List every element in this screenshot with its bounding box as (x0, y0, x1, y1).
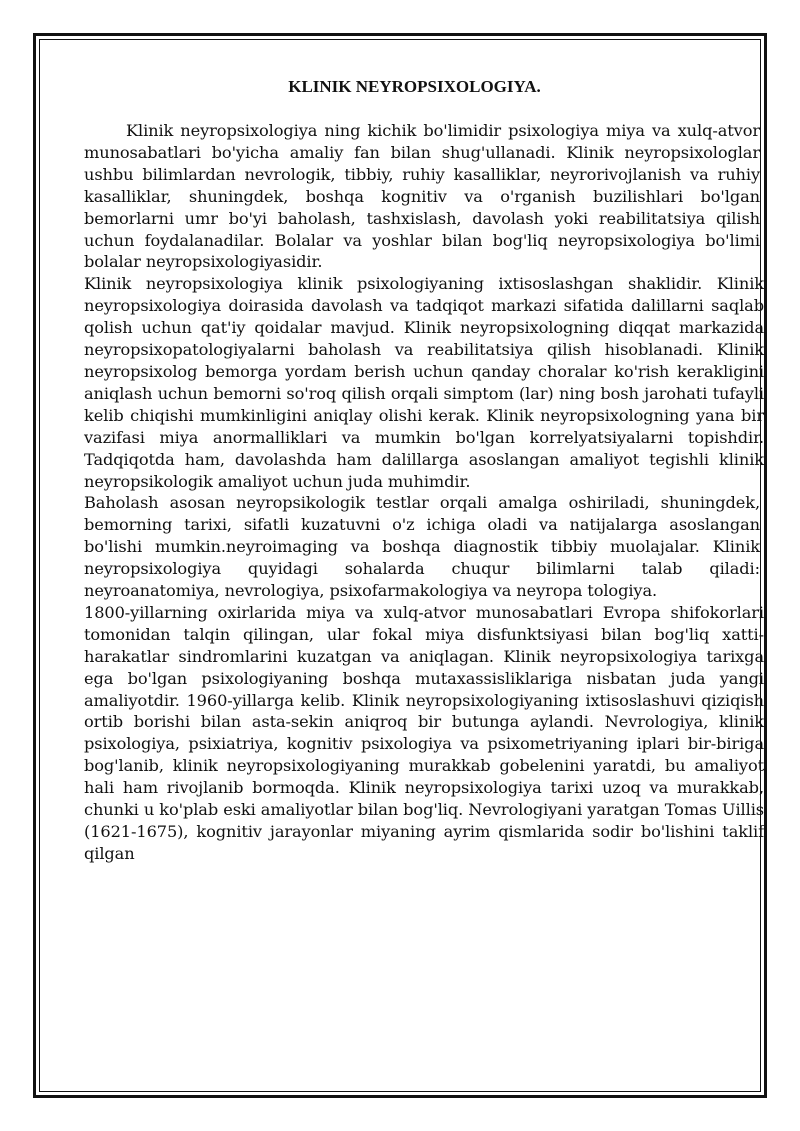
paragraph-intro: Klinik neyropsixologiya ning kichik bo'limidir psixologiya miya va xulq-atvor munosabatlari bo'yicha amaliy fan bilan shug'ullanadi. Klinik neyropsixologlar ushbu bilimlardan nevrologik, tibbiy, ruhiy kasalliklar, neyrorivojlanish va ruhiy kasalliklar, shuningdek, boshqa kognitiv va o'rganish buzilishlari bo'lgan bemorlarni umr bo'yi baholash, tashxislash, davolash yoki reabilitatsiya qilish uchun foydalanadilar. Bolalar va yoshlar bilan bog'liq neyropsixologiya bo'limi bolalar neyropsixologiyasidir. (84, 121, 760, 272)
paragraph-clinical-form: Klinik neyropsixologiya klinik psixologiyaning ixtisoslashgan shaklidir. Klinik neyropsixologiya doirasida davolash va tadqiqot markazi sifatida dalillarni saqlab qolish uchun qat'iy qoidalar mavjud. Klinik neyropsixologning diqqat markazida neyropsixopatologiyalarni baholash va reabilitatsiya qilish hisoblanadi. Klinik neyropsixolog bemorga yordam berish uchun qanday choralar ko'rish kerakligini aniqlash uchun bemorni so'roq qilish orqali simptom (lar) ning bosh jarohati tufayli kelib chiqishi mumkinligini aniqlay olishi kerak. Klinik neyropsixologning yana bir vazifasi miya anormalliklari va mumkin bo'lgan korrelyatsiyalarni topishdir. Tadqiqotda ham, davolashda ham dalillarga asoslangan amaliyot tegishli klinik neyropsikologik amaliyot uchun juda muhimdir. (84, 274, 764, 491)
document-body (84, 76, 764, 865)
document-title: KLINIK NEYROPSIXOLOGIYA. (288, 77, 541, 96)
paragraph-history: 1800-yillarning oxirlarida miya va xulq-atvor munosabatlari Evropa shifokorlari tomonidan talqin qilingan, ular fokal miya disfunktsiyasi bilan bog'liq xatti-harakatlar sindromlarini kuzatgan va aniqlagan. Klinik neyropsixologiya tarixga ega bo'lgan psixologiyaning boshqa mutaxassisliklariga nisbatan juda yangi amaliyotdir. 1960-yillarga kelib. Klinik neyropsixologiyaning ixtisoslashuvi qiziqish ortib borishi bilan asta-sekin aniqroq bir butunga aylandi. Nevrologiya, klinik psixologiya, psixiatriya, kognitiv psixologiya va psixometriyaning iplari bir-biriga bog'lanib, klinik neyropsixologiyaning murakkab gobelenini yaratdi, bu amaliyot hali ham rivojlanib bormoqda. Klinik neyropsixologiya tarixi uzoq va murakkab, chunki u ko'plab eski amaliyotlar bilan bog'liq. Nevrologiyani yaratgan Tomas Uillis (1621-1675), kognitiv jarayonlar miyaning ayrim qismlarida sodir bo'lishini taklif qilgan (84, 602, 764, 863)
paragraph-assessment: Baholash asosan neyropsikologik testlar orqali amalga oshiriladi, shuningdek, bemorning tarixi, sifatli kuzatuvni o'z ichiga oladi va natijalarga asoslangan bo'lishi mumkin.neyroimaging va boshqa diagnostik tibbiy muolajalar. Klinik neyropsixologiya quyidagi sohalarda chuqur bilimlarni talab qiladi: neyroanatomiya, nevrologiya, psixofarmakologiya va neyropa tologiya. (84, 493, 760, 601)
